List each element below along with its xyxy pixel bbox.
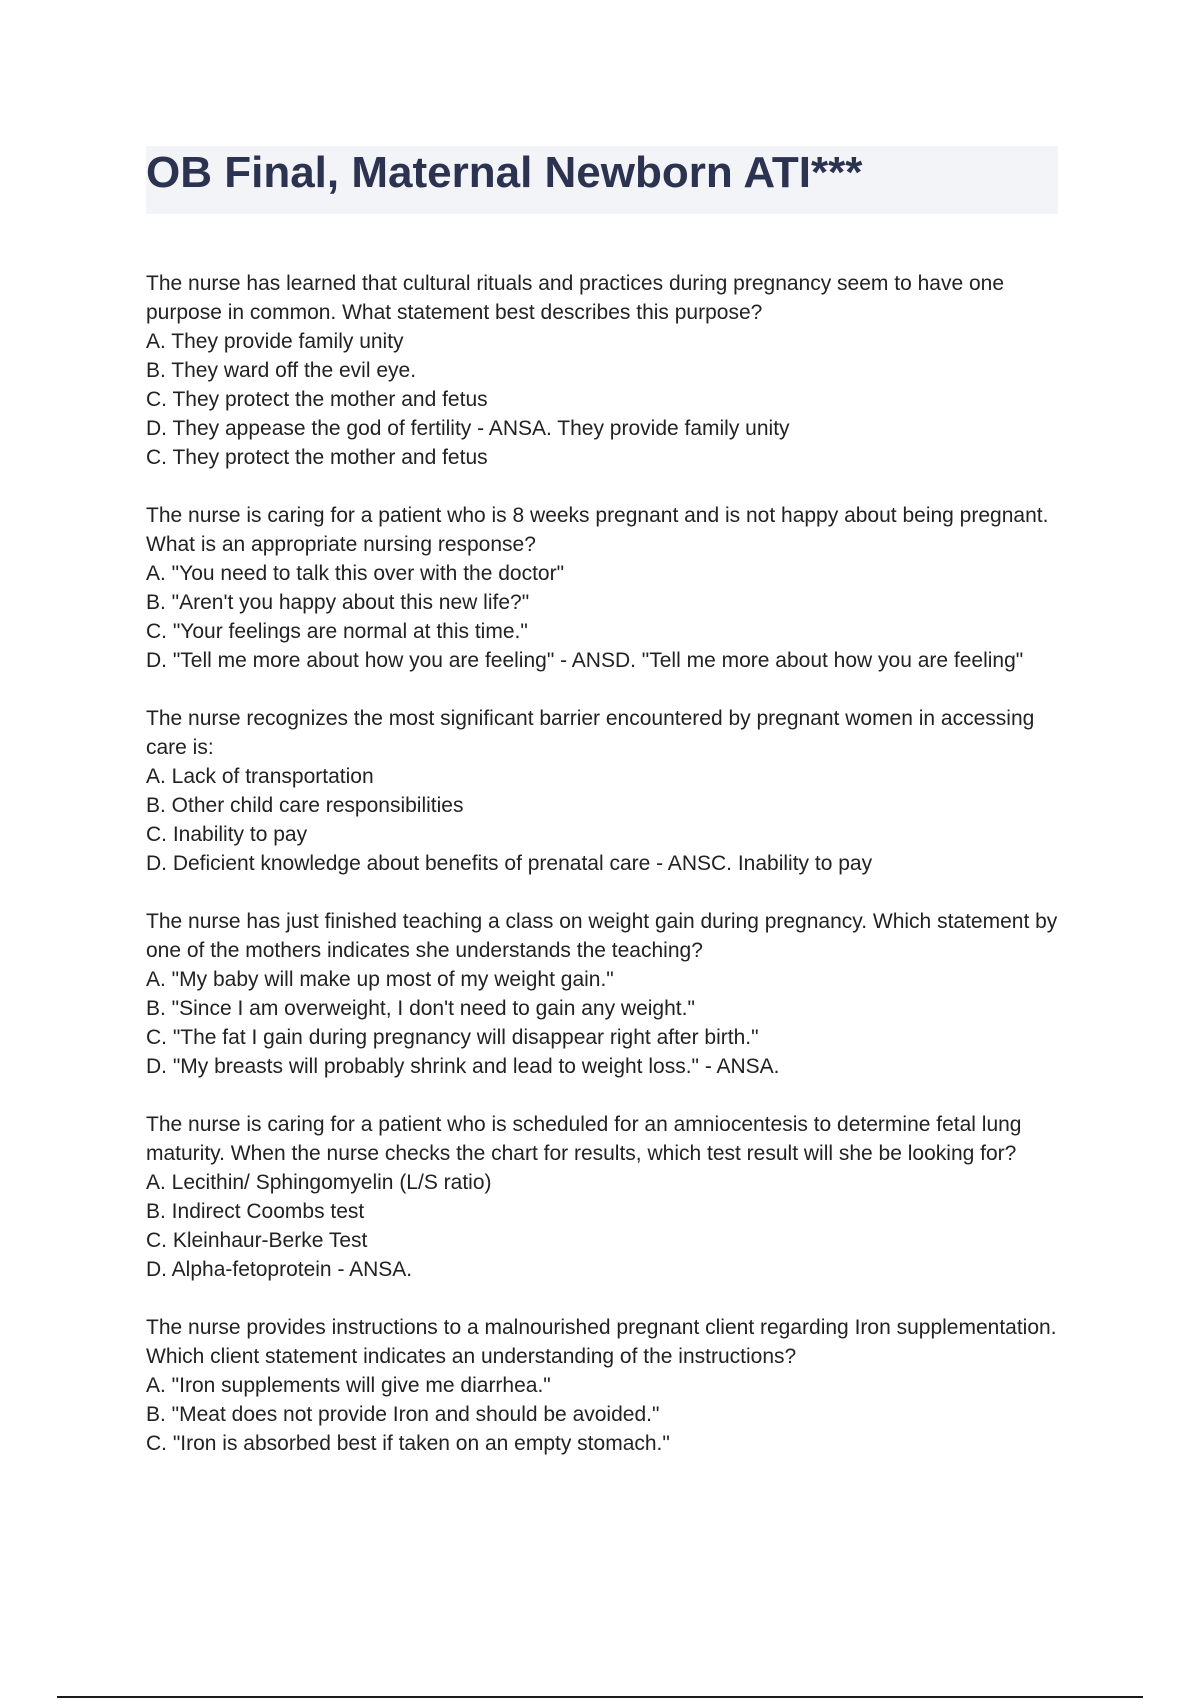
answer-option: D. They appease the god of fertility - ANSA. They provide family unity (146, 417, 790, 440)
question-list (146, 269, 1066, 1487)
question-block-3 (146, 704, 1066, 878)
question-block-2 (146, 501, 1066, 675)
answer-option: A. "Iron supplements will give me diarrhea." (146, 1374, 551, 1397)
answer-option: B. "Since I am overweight, I don't need to gain any weight." (146, 997, 695, 1020)
answer-option: B. Indirect Coombs test (146, 1200, 365, 1223)
answer-option: C. Inability to pay (146, 823, 308, 846)
answer-option: C. "Iron is absorbed best if taken on an empty stomach." (146, 1432, 670, 1455)
answer-option: A. "You need to talk this over with the doctor" (146, 562, 565, 585)
question-block-1 (146, 269, 1066, 472)
question-block-6 (146, 1313, 1066, 1458)
answer-option: A. Lack of transportation (146, 765, 374, 788)
page-title: OB Final, Maternal Newborn ATI*** (146, 148, 863, 197)
answer-options (146, 965, 1066, 1081)
answer-options (146, 327, 1066, 472)
answer-option: A. Lecithin/ Sphingomyelin (L/S ratio) (146, 1171, 492, 1194)
answer-options (146, 559, 1066, 675)
question-text: The nurse has learned that cultural rituals and practices during pregnancy seem to have one purpose in common. What statement best describes this purpose? (146, 272, 1005, 324)
answer-option: C. They protect the mother and fetus (146, 388, 488, 411)
answer-option: D. Deficient knowledge about benefits of prenatal care - ANSC. Inability to pay (146, 852, 873, 875)
question-text: The nurse recognizes the most significant barrier encountered by pregnant women in accessing care is: (146, 707, 1035, 759)
question-text: The nurse is caring for a patient who is scheduled for an amniocentesis to determine fetal lung maturity. When the nurse checks the chart for results, which test result will she be looking for? (146, 1113, 1022, 1165)
answer-option: D. Alpha-fetoprotein - ANSA. (146, 1258, 413, 1281)
question-block-4 (146, 907, 1066, 1081)
question-block-5 (146, 1110, 1066, 1284)
answer-option: C. They protect the mother and fetus (146, 446, 488, 469)
question-text: The nurse has just finished teaching a class on weight gain during pregnancy. Which statement by one of the mothers indicates she understands the teaching? (146, 910, 1058, 962)
answer-option: D. "Tell me more about how you are feeling" - ANSD. "Tell me more about how you are feeling" (146, 649, 1024, 672)
question-text: The nurse provides instructions to a malnourished pregnant client regarding Iron supplementation. Which client statement indicates an understanding of the instructions? (146, 1316, 1057, 1368)
answer-option: D. "My breasts will probably shrink and lead to weight loss." - ANSA. (146, 1055, 780, 1078)
question-text: The nurse is caring for a patient who is 8 weeks pregnant and is not happy about being pregnant. What is an appropriate nursing response? (146, 504, 1049, 556)
answer-option: B. Other child care responsibilities (146, 794, 464, 817)
page-bottom-rule (57, 1696, 1143, 1698)
answer-option: C. Kleinhaur-Berke Test (146, 1229, 368, 1252)
answer-option: B. They ward off the evil eye. (146, 359, 417, 382)
answer-options (146, 762, 1066, 878)
answer-options (146, 1371, 1066, 1458)
answer-option: C. "Your feelings are normal at this time." (146, 620, 528, 643)
answer-option: C. "The fat I gain during pregnancy will disappear right after birth." (146, 1026, 759, 1049)
answer-option: A. "My baby will make up most of my weight gain." (146, 968, 614, 991)
answer-option: A. They provide family unity (146, 330, 404, 353)
answer-options (146, 1168, 1066, 1284)
answer-option: B. "Meat does not provide Iron and should be avoided." (146, 1403, 660, 1426)
answer-option: B. "Aren't you happy about this new life?" (146, 591, 530, 614)
